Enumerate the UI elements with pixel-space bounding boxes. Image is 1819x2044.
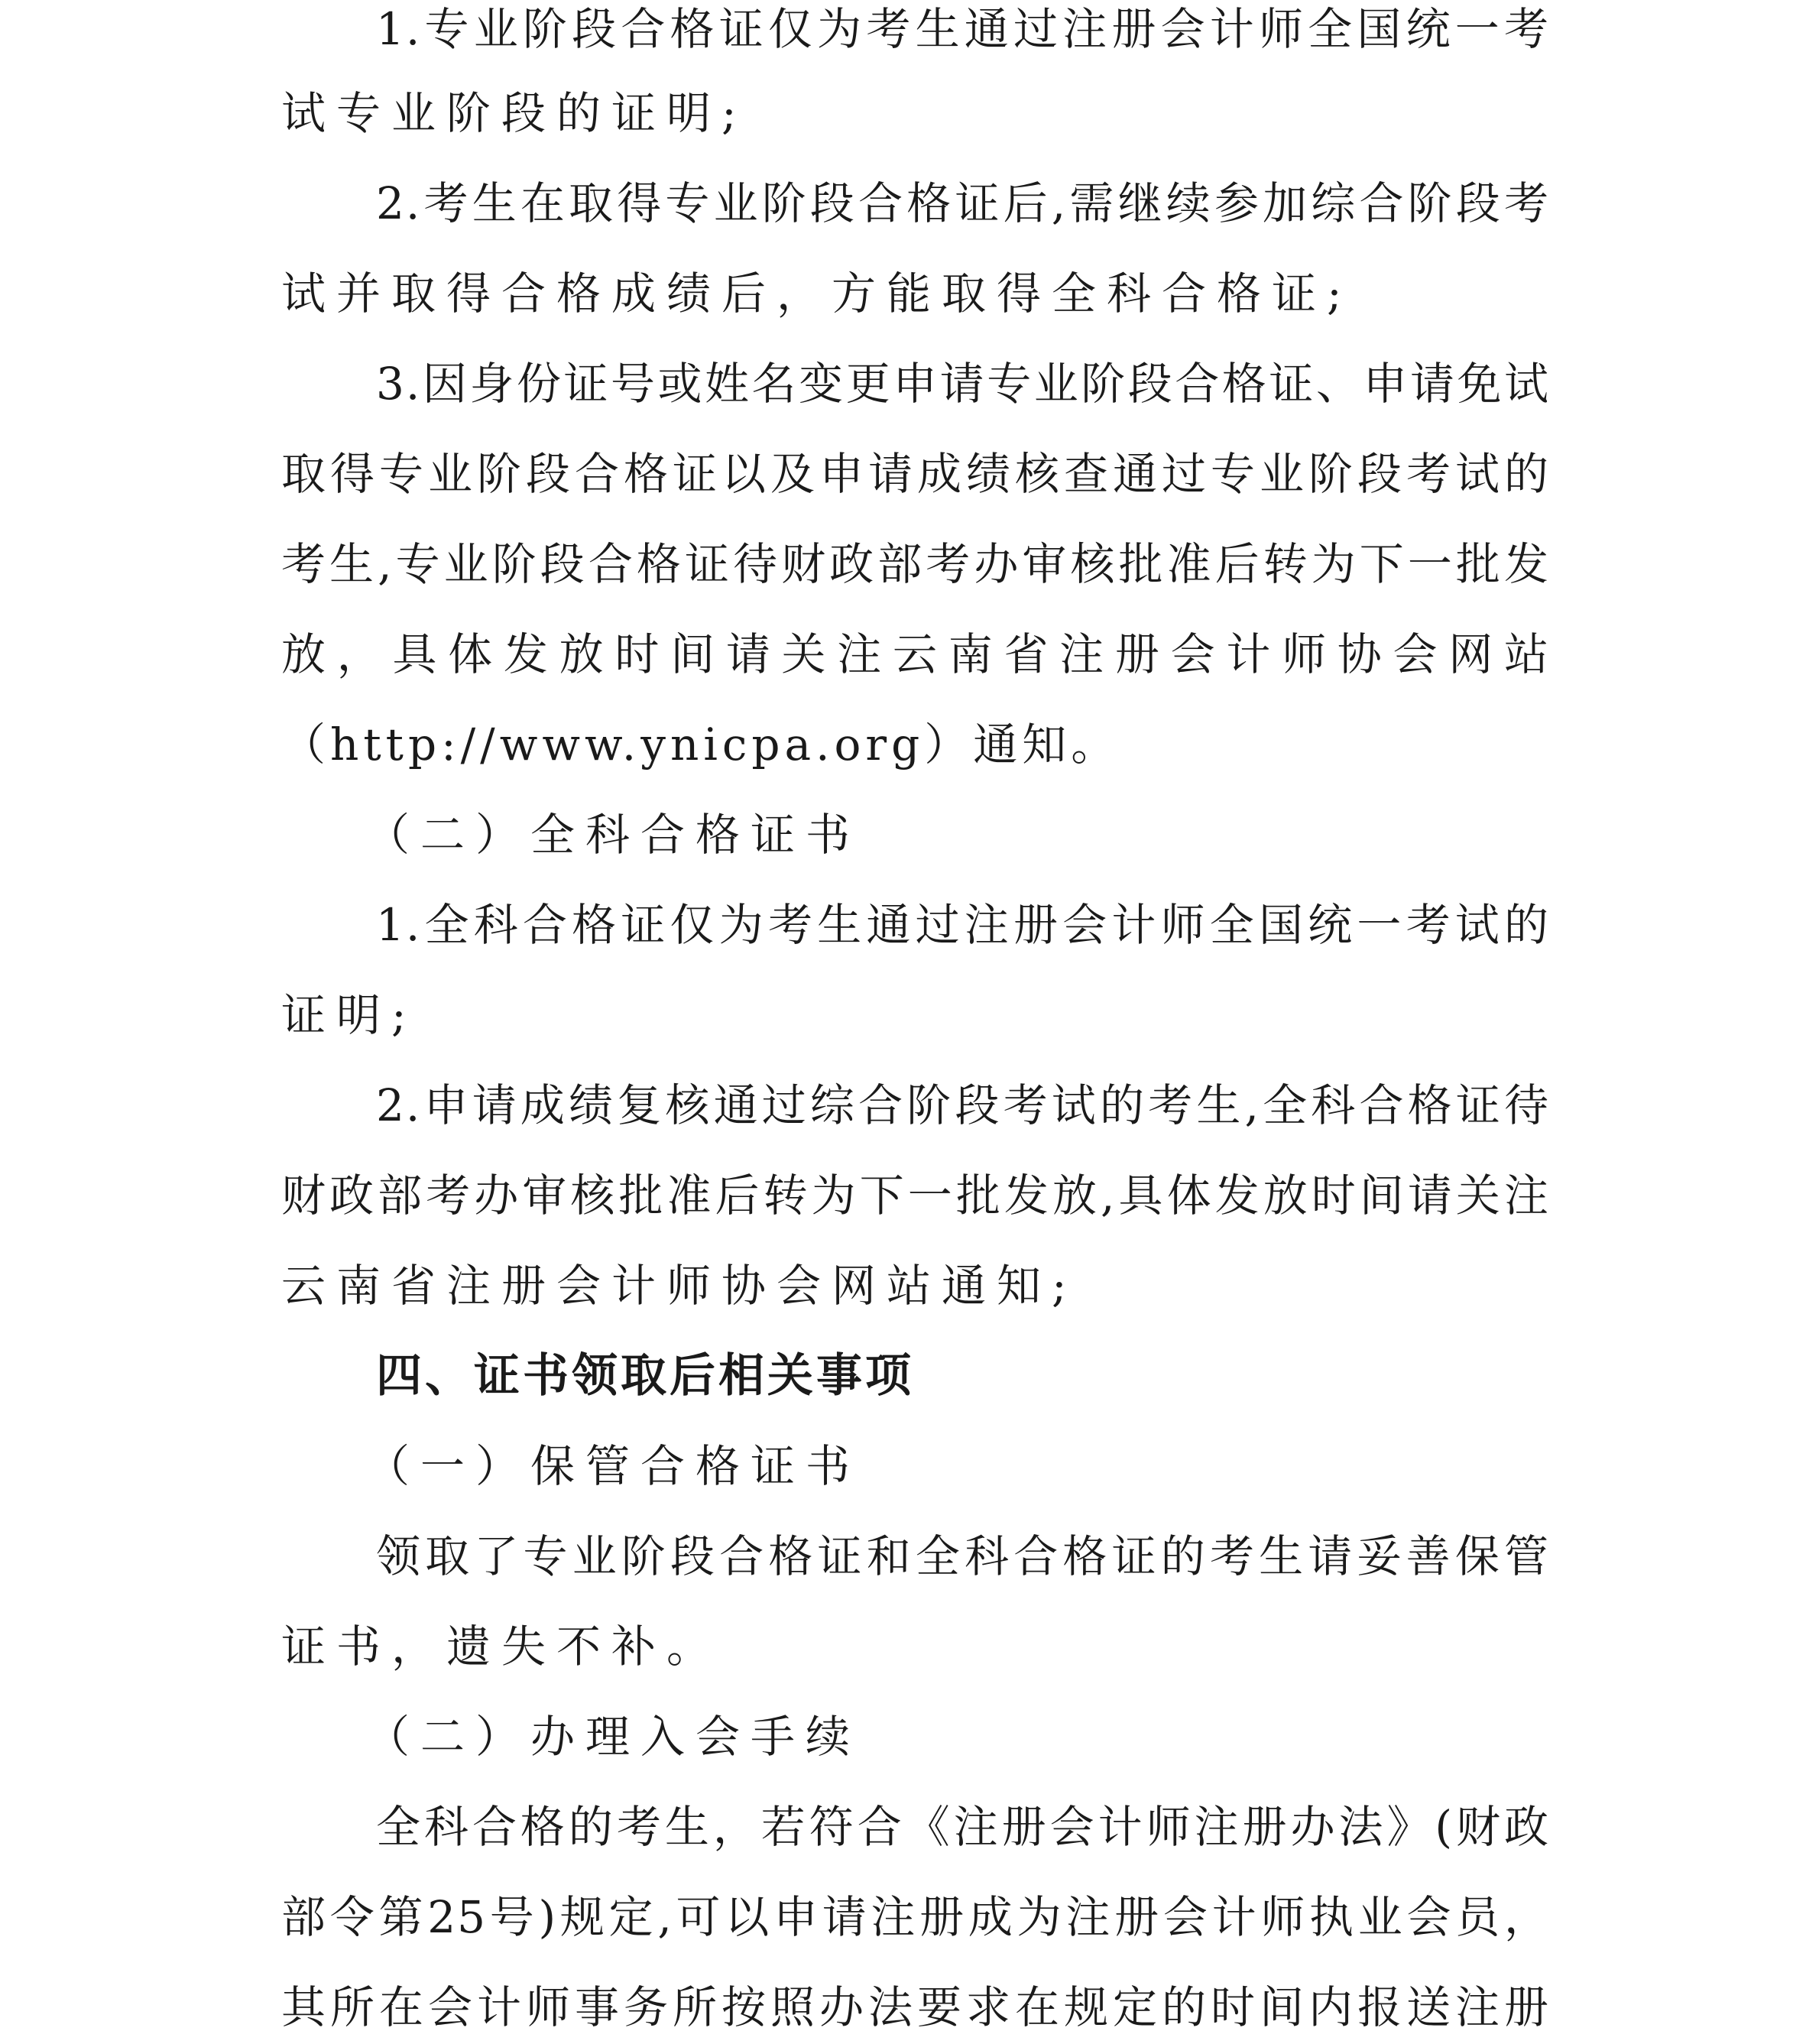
paragraph-line: 1.专业阶段合格证仅为考生通过注册会计师全国统一考	[376, 3, 1550, 55]
section-heading: 四、证书领取后相关事项	[376, 1349, 914, 1403]
paragraph-line: 试并取得合格成绩后，方能取得全科合格证;	[281, 268, 1353, 320]
paragraph-line: 财政部考办审核批准后转为下一批发放,具体发放时间请关注	[281, 1170, 1550, 1222]
paragraph-line: 证书，遗失不补。	[281, 1621, 722, 1673]
section-subheading: （二）全科合格证书	[365, 809, 861, 861]
paragraph-line: 证明;	[281, 989, 417, 1041]
paragraph-line: 部令第25号)规定,可以申请注册成为注册会计师执业会员，	[281, 1891, 1550, 1943]
paragraph-line: 领取了专业阶段合格证和全科合格证的考生请妥善保管	[376, 1530, 1550, 1582]
paragraph-line: 2.申请成绩复核通过综合阶段考试的考生,全科合格证待	[376, 1079, 1550, 1131]
paragraph-line: 其所在会计师事务所按照办法要求在规定的时间内报送注册	[281, 1981, 1550, 2033]
paragraph-line: 全科合格的考生，若符合《注册会计师注册办法》(财政	[376, 1801, 1550, 1853]
paragraph-line: 2.考生在取得专业阶段合格证后,需继续参加综合阶段考	[376, 177, 1550, 229]
section-subheading: （二）办理入会手续	[365, 1711, 861, 1763]
paragraph-line: 考生,专业阶段合格证待财政部考办审核批准后转为下一批发	[281, 538, 1550, 590]
paragraph-line: 取得专业阶段合格证以及申请成绩核查通过专业阶段考试的	[281, 448, 1550, 500]
paragraph-line: 3.因身份证号或姓名变更申请专业阶段合格证、申请免试	[376, 358, 1550, 410]
paragraph-line: 1.全科合格证仅为考生通过注册会计师全国统一考试的	[376, 899, 1550, 951]
paragraph-line: 云南省注册会计师协会网站通知;	[281, 1260, 1078, 1312]
paragraph-line: 放，具体发放时间请关注云南省注册会计师协会网站	[281, 628, 1550, 680]
section-subheading: （一）保管合格证书	[365, 1440, 861, 1492]
paragraph-line: （http://www.ynicpa.org）通知。	[281, 719, 1120, 771]
paragraph-line: 试专业阶段的证明;	[281, 87, 747, 139]
